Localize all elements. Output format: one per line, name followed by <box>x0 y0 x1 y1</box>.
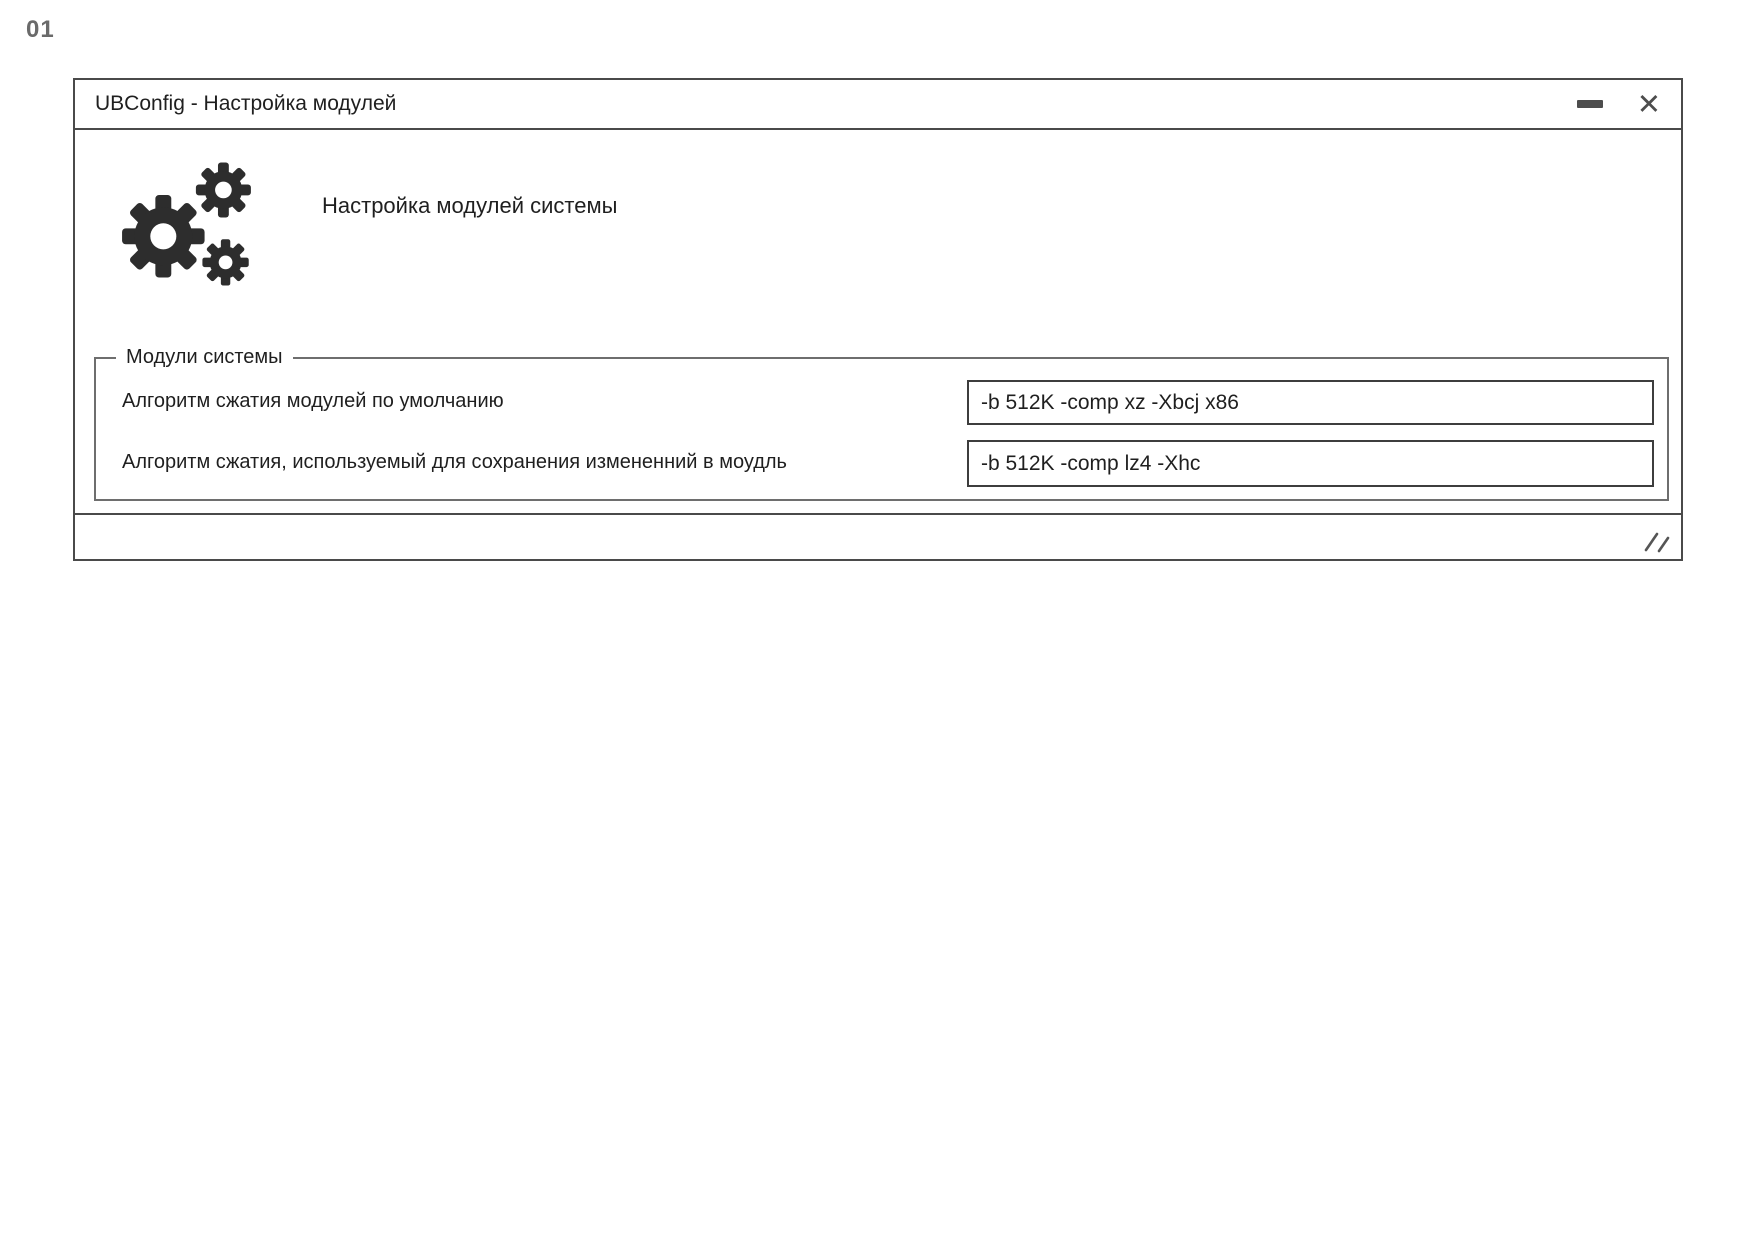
resize-grip-icon[interactable] <box>1643 526 1675 554</box>
statusbar <box>75 513 1681 559</box>
close-button[interactable]: ✕ <box>1636 86 1661 121</box>
figure-label: 01 <box>26 16 55 43</box>
page-title: Настройка модулей системы <box>322 193 618 218</box>
titlebar <box>75 80 1681 130</box>
gears-icon <box>117 148 269 300</box>
window-title: UBConfig - Настройка модулей <box>95 92 397 115</box>
save-compression-label: Алгоритм сжатия, используемый для сохранения измененний в моудль <box>122 451 787 473</box>
config-window <box>73 78 1683 561</box>
groupbox-legend: Модули системы <box>116 346 293 369</box>
default-compression-label: Алгоритм сжатия модулей по умолчанию <box>122 390 504 412</box>
minimize-button[interactable] <box>1577 100 1603 108</box>
save-compression-input[interactable] <box>967 440 1654 487</box>
default-compression-input[interactable] <box>967 380 1654 425</box>
